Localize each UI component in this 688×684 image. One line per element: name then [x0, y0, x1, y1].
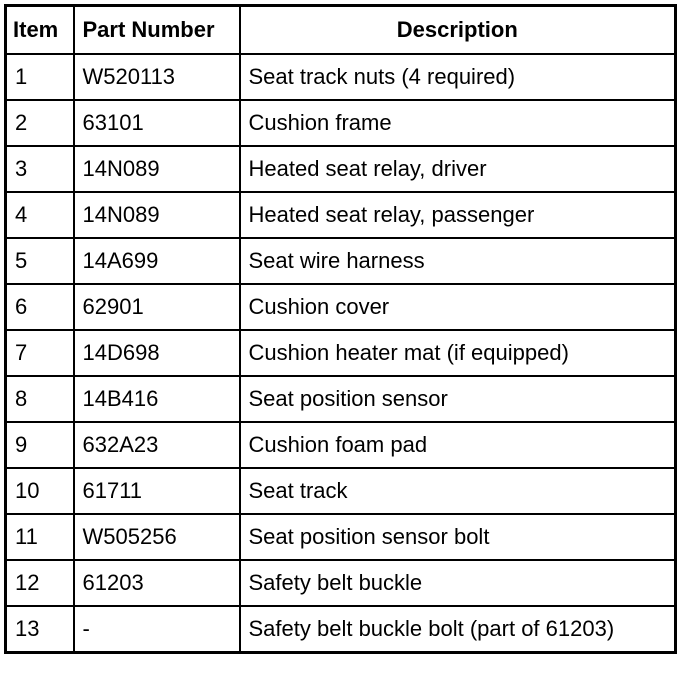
table-row: [6, 284, 676, 330]
cell-item: 7: [6, 330, 74, 376]
table-row: [6, 606, 676, 653]
cell-description: Seat track nuts (4 required): [240, 54, 676, 100]
table-row: [6, 514, 676, 560]
table-row: [6, 468, 676, 514]
cell-part-number: 62901: [74, 284, 240, 330]
cell-item: 3: [6, 146, 74, 192]
cell-description: Heated seat relay, passenger: [240, 192, 676, 238]
table-row: [6, 192, 676, 238]
column-header-part-number: Part Number: [74, 6, 240, 55]
cell-description: Safety belt buckle: [240, 560, 676, 606]
cell-part-number: 14N089: [74, 192, 240, 238]
cell-description: Seat wire harness: [240, 238, 676, 284]
cell-item: 13: [6, 606, 74, 653]
cell-part-number: W505256: [74, 514, 240, 560]
cell-part-number: 14D698: [74, 330, 240, 376]
cell-description: Cushion cover: [240, 284, 676, 330]
cell-description: Cushion heater mat (if equipped): [240, 330, 676, 376]
cell-item: 11: [6, 514, 74, 560]
cell-part-number: 14N089: [74, 146, 240, 192]
cell-item: 10: [6, 468, 74, 514]
cell-part-number: 14A699: [74, 238, 240, 284]
cell-item: 1: [6, 54, 74, 100]
table-row: [6, 100, 676, 146]
cell-item: 5: [6, 238, 74, 284]
table-row: [6, 238, 676, 284]
table-row: [6, 54, 676, 100]
cell-description: Cushion frame: [240, 100, 676, 146]
cell-part-number: 632A23: [74, 422, 240, 468]
cell-description: Seat position sensor bolt: [240, 514, 676, 560]
cell-description: Heated seat relay, driver: [240, 146, 676, 192]
cell-part-number: 61711: [74, 468, 240, 514]
cell-item: 4: [6, 192, 74, 238]
cell-description: Seat position sensor: [240, 376, 676, 422]
cell-part-number: 63101: [74, 100, 240, 146]
cell-description: Seat track: [240, 468, 676, 514]
table-row: [6, 146, 676, 192]
cell-part-number: 61203: [74, 560, 240, 606]
header-row: [6, 6, 676, 55]
cell-item: 8: [6, 376, 74, 422]
table-row: [6, 376, 676, 422]
cell-part-number: -: [74, 606, 240, 653]
cell-item: 9: [6, 422, 74, 468]
table-row: [6, 330, 676, 376]
column-header-item: Item: [6, 6, 74, 55]
table-row: [6, 560, 676, 606]
cell-item: 2: [6, 100, 74, 146]
cell-description: Cushion foam pad: [240, 422, 676, 468]
cell-item: 6: [6, 284, 74, 330]
table-row: [6, 422, 676, 468]
cell-part-number: W520113: [74, 54, 240, 100]
cell-description: Safety belt buckle bolt (part of 61203): [240, 606, 676, 653]
column-header-description: Description: [240, 6, 676, 55]
cell-part-number: 14B416: [74, 376, 240, 422]
cell-item: 12: [6, 560, 74, 606]
parts-table: [4, 4, 677, 654]
